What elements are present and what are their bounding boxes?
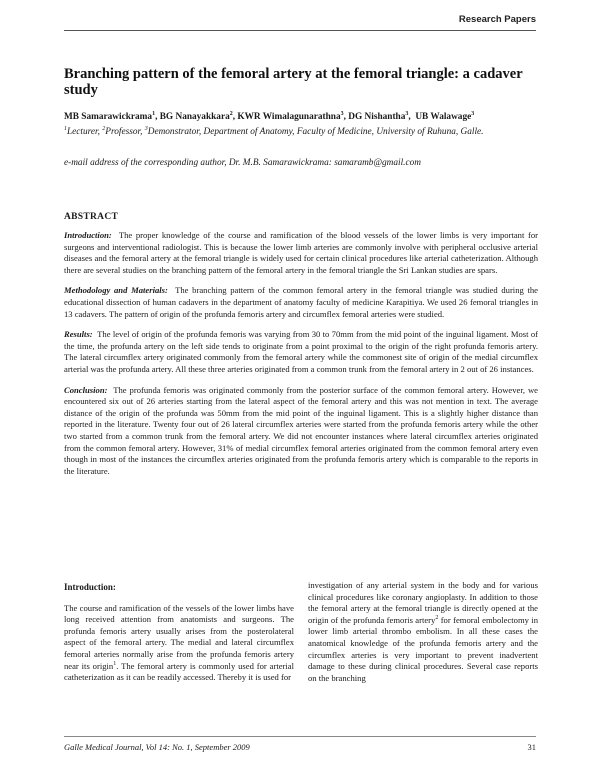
abstract-methods bbox=[64, 285, 538, 320]
affiliation-role: Demonstrator, Department of Anatomy, Faculty of Medicine, University of Ruhuna, Galle. bbox=[147, 127, 484, 137]
header-rule bbox=[64, 30, 536, 31]
abstract-text: The level of origin of the profunda femoris was varying from 30 to 70mm from the mid point of the inguinal ligament. Most of the time, the profunda artery on the left side tends to originate from a point proximal to the origin of the right profunda femoris artery. The lateral circumflex artery originated commonly from the femoral artery while the commonest site of origin of the medial circumflex arterial was the profunda artery. All these three arteries originated from a common trunk from the femoral artery in 2 out of 26 instances. bbox=[64, 329, 538, 374]
abstract-introduction bbox=[64, 230, 538, 276]
footer-rule bbox=[64, 736, 536, 737]
body-paragraph bbox=[64, 603, 294, 684]
abstract-results bbox=[64, 329, 538, 375]
body-text: for femoral embolectomy in lower limb arterial thrombo embolism. In all these cases the anatomical knowledge of the profunda femoris artery and the circumflex arteries is very important to prevent inadvertent damage to these during clinical procedures. Several case reports on the branching bbox=[308, 614, 538, 683]
affiliation bbox=[64, 127, 544, 137]
abstract-label: Results: bbox=[64, 329, 93, 340]
citation-mark: 1 bbox=[113, 660, 117, 667]
body-column-left bbox=[64, 582, 294, 684]
author-name: BG Nanayakkara bbox=[159, 112, 230, 122]
abstract-text: The proper knowledge of the course and ramification of the blood vessels of the lower limbs is very important for surgeons and interventional radiologist. This is because the lower limb arteries are commonly involve with peripheral occlusive arterial diseases and the femoral artery at the femoral triangle is widely used for certain clinical procedures like arterial catheterization. Although there are several studies on the branching pattern of the femoral artery in the femoral triangle the Sri Lankan studies are spars. bbox=[64, 230, 538, 275]
affiliation-mark: 3 bbox=[144, 125, 148, 132]
author-name: UB Walawage bbox=[415, 112, 472, 122]
article-title: Branching pattern of the femoral artery at the femoral triangle: a cadaver study bbox=[64, 66, 523, 98]
abstract-section bbox=[64, 212, 538, 486]
body-text: . The femoral artery is commonly used for arterial catheterization as it can be readily accessed. Thereby it is used for bbox=[64, 660, 294, 683]
abstract-text: The branching pattern of the common femoral artery in the femoral triangle was studied during the educational dissection of human cadavers in the department of anatomy faculty of medicine Karapitiya. We used 26 femoral triangles in 13 cadavers. The pattern of origin of the profunda femoris artery and circumflex femoral arteries were studied. bbox=[64, 285, 538, 319]
abstract-conclusion bbox=[64, 385, 538, 478]
author-affiliation-mark: 1 bbox=[152, 110, 156, 117]
body-text: The course and ramification of the vessels of the lower limbs have long received attention from anatomists and surgeons. The profunda femoris artery usually arises from the posterolateral aspect of the femoral artery. The medial and lateral circumflex femoral arteries normally arise from the profunda femoris artery near its origin bbox=[64, 602, 294, 671]
author-affiliation-mark: 3 bbox=[405, 110, 409, 117]
introduction-heading: Introduction: bbox=[64, 582, 116, 592]
corresponding-email: e-mail address of the corresponding author, Dr. M.B. Samarawickrama: samaramb@gmail.com bbox=[64, 158, 421, 168]
affiliation-role: Professor, bbox=[105, 127, 145, 137]
citation-mark: 2 bbox=[435, 614, 439, 621]
abstract-label: Methodology and Materials: bbox=[64, 285, 168, 296]
abstract-heading: ABSTRACT bbox=[64, 212, 119, 222]
abstract-text: The profunda femoris was originated commonly from the posterior surface of the common femoral artery. However, we encountered six out of 26 arteries starting from the lateral aspect of the femoral artery and this was not mention in text. The average distance of the origin of the profunda was 50mm from the mid point of the inguinal ligament. This is a slightly higher distance than reported in the literature. Twenty four out of 26 lateral circumflex arteries were started from the profunda femoris artery while the other two started from a common trunk from the femoral artery. We did not encounter instances where lateral circumflex arteries originated from the common femoral artery. However, 31% of medial circumflex femoral arteries originated from the common femoral artery even though in most of the instances the circumflex arteries originated from the profunda femoris artery which is comparable to the reports in the literature. bbox=[64, 384, 538, 476]
section-label: Research Papers bbox=[458, 14, 536, 25]
affiliation-mark: 1 bbox=[64, 125, 67, 132]
body-column-right bbox=[308, 580, 538, 684]
page-number: 31 bbox=[527, 742, 536, 752]
author-name: MB Samarawickrama bbox=[64, 112, 153, 122]
body-text: investigation of any arterial system in the body and for various clinical procedures like coronary angioplasty. In addition to those the femoral artery at the femoral triangle is directly opened at the origin of the profunda femoris artery bbox=[308, 580, 538, 625]
author-affiliation-mark: 3 bbox=[471, 110, 475, 117]
footer-journal: Galle Medical Journal, Vol 14: No. 1, September 2009 bbox=[64, 742, 250, 752]
author-list: MB Samarawickrama$^1$, BG Nanayakkara$^2$, KWR Wimalagunarathna$^3$, DG Nishantha$^3$, UB Walawage$^3$ bbox=[64, 110, 475, 122]
author-affiliation-mark: 2 bbox=[229, 110, 233, 117]
author-affiliation-mark: 3 bbox=[340, 110, 344, 117]
body-paragraph bbox=[308, 580, 538, 684]
abstract-label: Introduction: bbox=[64, 230, 112, 240]
affiliation-mark: 2 bbox=[102, 125, 106, 132]
affiliation-role: Lecturer, bbox=[67, 127, 103, 137]
author-name: KWR Wimalagunarathna bbox=[237, 112, 341, 122]
author-name: DG Nishantha bbox=[348, 112, 406, 122]
abstract-label: Conclusion: bbox=[64, 384, 108, 395]
